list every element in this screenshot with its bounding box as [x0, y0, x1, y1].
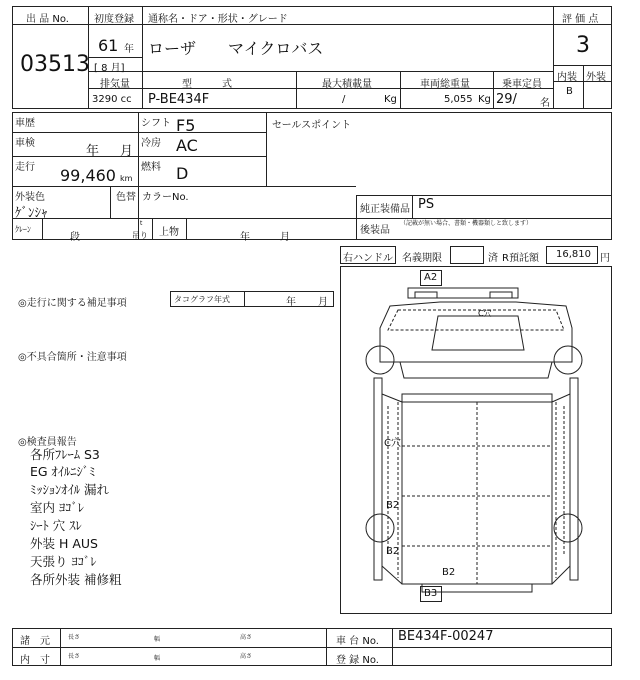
- crane-hang: 吊り: [132, 231, 148, 240]
- lot-no-value: 03513: [20, 52, 90, 77]
- mark-b3: B3: [424, 588, 438, 599]
- width-label: 幅: [154, 636, 161, 643]
- fuel-value: D: [176, 164, 189, 183]
- score-value: 3: [576, 33, 590, 58]
- crane-steps: 段: [70, 232, 80, 243]
- upper-year: 年: [240, 232, 250, 243]
- interior-label: 内装: [557, 72, 577, 83]
- ext-color-label: 外装色: [15, 192, 45, 203]
- inner-dims-label: 内 寸: [20, 655, 50, 666]
- model-code-value: P-BE434F: [148, 92, 210, 107]
- aftermarket-label: 後装品: [360, 225, 390, 236]
- max-load-value: /: [342, 94, 346, 105]
- upper-label: 上物: [159, 227, 179, 238]
- color-change-label: 色替: [116, 192, 136, 203]
- tachograph-year: 年: [286, 297, 296, 308]
- upper-month: 月: [280, 232, 290, 243]
- color-no-label: カラーNo.: [142, 192, 189, 203]
- ac-value: AC: [176, 136, 198, 155]
- mileage-value: 99,460: [60, 166, 116, 185]
- displacement-value: 3290 cc: [92, 94, 132, 105]
- recycle-unit: 円: [600, 253, 610, 264]
- chassis-value: BE434F-00247: [398, 629, 494, 644]
- reg-no-label: 登 録 No.: [336, 655, 379, 666]
- ac-label: 冷房: [141, 138, 161, 149]
- inspection-year-unit: 年: [86, 144, 100, 159]
- name-change-label: 名義期限: [402, 253, 442, 264]
- height-label: 高さ: [240, 634, 253, 641]
- mark-a2: A2: [424, 272, 438, 283]
- model-code-label: 型 式: [182, 79, 232, 90]
- oem-equip-value: PS: [418, 197, 435, 212]
- inspector-line: 外装 H AUS: [30, 536, 98, 551]
- bus-outline-diagram: [340, 266, 612, 614]
- mark-b2-upper: B2: [386, 500, 400, 511]
- oem-equip-label: 純正装備品: [360, 204, 410, 215]
- shift-label: シフト: [141, 118, 171, 129]
- tachograph-label: タコグラフ年式: [174, 295, 230, 304]
- mark-c-hole-side: C穴: [384, 438, 401, 449]
- inner-height-label: 高さ: [240, 653, 253, 660]
- recycle-done-label: 済: [488, 253, 498, 264]
- exterior-label: 外装: [586, 72, 606, 83]
- mark-c-hole-front: C穴: [478, 309, 492, 318]
- inspector-line: 室内 ﾖｺﾞﾚ: [30, 500, 84, 515]
- right-handle-label: 右ハンドル: [343, 253, 393, 264]
- mark-b2-lower: B2: [386, 546, 400, 557]
- dims-label: 諸 元: [20, 636, 50, 647]
- aftermarket-note: （記載が無い場合、書類・機器類しと致します）: [400, 220, 533, 227]
- inspector-line: ﾐｯｼｮﾝｵｲﾙ 漏れ: [30, 482, 109, 497]
- name-change-box: [450, 246, 484, 264]
- first-reg-label: 初度登録: [94, 14, 134, 25]
- mark-b2-bottom: B2: [442, 567, 456, 578]
- inspector-line: EG ｵｲﾙﾆｼﾞﾐ: [30, 464, 96, 479]
- capacity-label: 乗車定員: [502, 79, 542, 90]
- driving-notes-label: ◎走行に関する補足事項: [18, 298, 127, 309]
- gross-weight-value: 5,055: [444, 94, 473, 105]
- reg-month-value: [ 8 月]: [94, 63, 125, 74]
- length-label: 長さ: [68, 634, 81, 641]
- mileage-label: 走行: [15, 162, 35, 173]
- inspector-line: 各所ﾌﾚｰﾑ S3: [30, 447, 100, 462]
- tachograph-month: 月: [318, 297, 328, 308]
- lot-no-label: 出 品 No.: [26, 14, 69, 25]
- car-name: ローザ マイクロバス: [148, 39, 324, 58]
- reg-year-value: 61: [98, 36, 119, 55]
- inspector-line: ｼｰﾄ 穴 ｽﾚ: [30, 518, 82, 533]
- interior-grade: B: [566, 86, 573, 97]
- displacement-label: 排気量: [100, 79, 130, 90]
- max-load-unit: Kg: [384, 94, 397, 105]
- shift-value: F5: [176, 116, 196, 135]
- grade-label: 評 価 点: [562, 14, 599, 25]
- inner-width-label: 幅: [154, 655, 161, 662]
- capacity-unit: 名: [540, 98, 550, 109]
- inner-length-label: 長さ: [68, 653, 81, 660]
- inspection-label: 車検: [15, 138, 35, 149]
- gross-weight-unit: Kg: [478, 94, 491, 105]
- recycle-deposit-value: 16,810: [556, 249, 591, 260]
- history-label: 車歴: [15, 118, 35, 129]
- reg-year-unit: 年: [124, 44, 134, 55]
- inspector-line: 天張り ﾖｺﾞﾚ: [30, 554, 97, 569]
- crane-label: ｸﾚｰﾝ: [15, 225, 31, 234]
- ext-color-value: ｹﾞﾝｼｬ: [15, 206, 48, 221]
- gross-weight-label: 車両総重量: [420, 79, 470, 90]
- fuel-label: 燃料: [141, 162, 161, 173]
- mileage-unit: km: [120, 174, 133, 183]
- inspector-line: 各所外装 補修粗: [30, 572, 122, 587]
- inspection-month-unit: 月: [120, 144, 134, 159]
- recycle-deposit-label: R預託額: [502, 253, 539, 264]
- inspector-label: ◎検査員報告: [18, 437, 77, 448]
- defects-label: ◎不具合箇所・注意事項: [18, 352, 127, 363]
- capacity-value: 29/: [496, 92, 517, 107]
- crane-ton: t: [140, 220, 143, 227]
- sales-point-label: セールスポイント: [272, 120, 352, 131]
- max-load-label: 最大積載量: [322, 79, 372, 90]
- model-name-label: 通称名・ドア・形状・グレード: [148, 14, 288, 25]
- chassis-label: 車 台 No.: [336, 636, 379, 647]
